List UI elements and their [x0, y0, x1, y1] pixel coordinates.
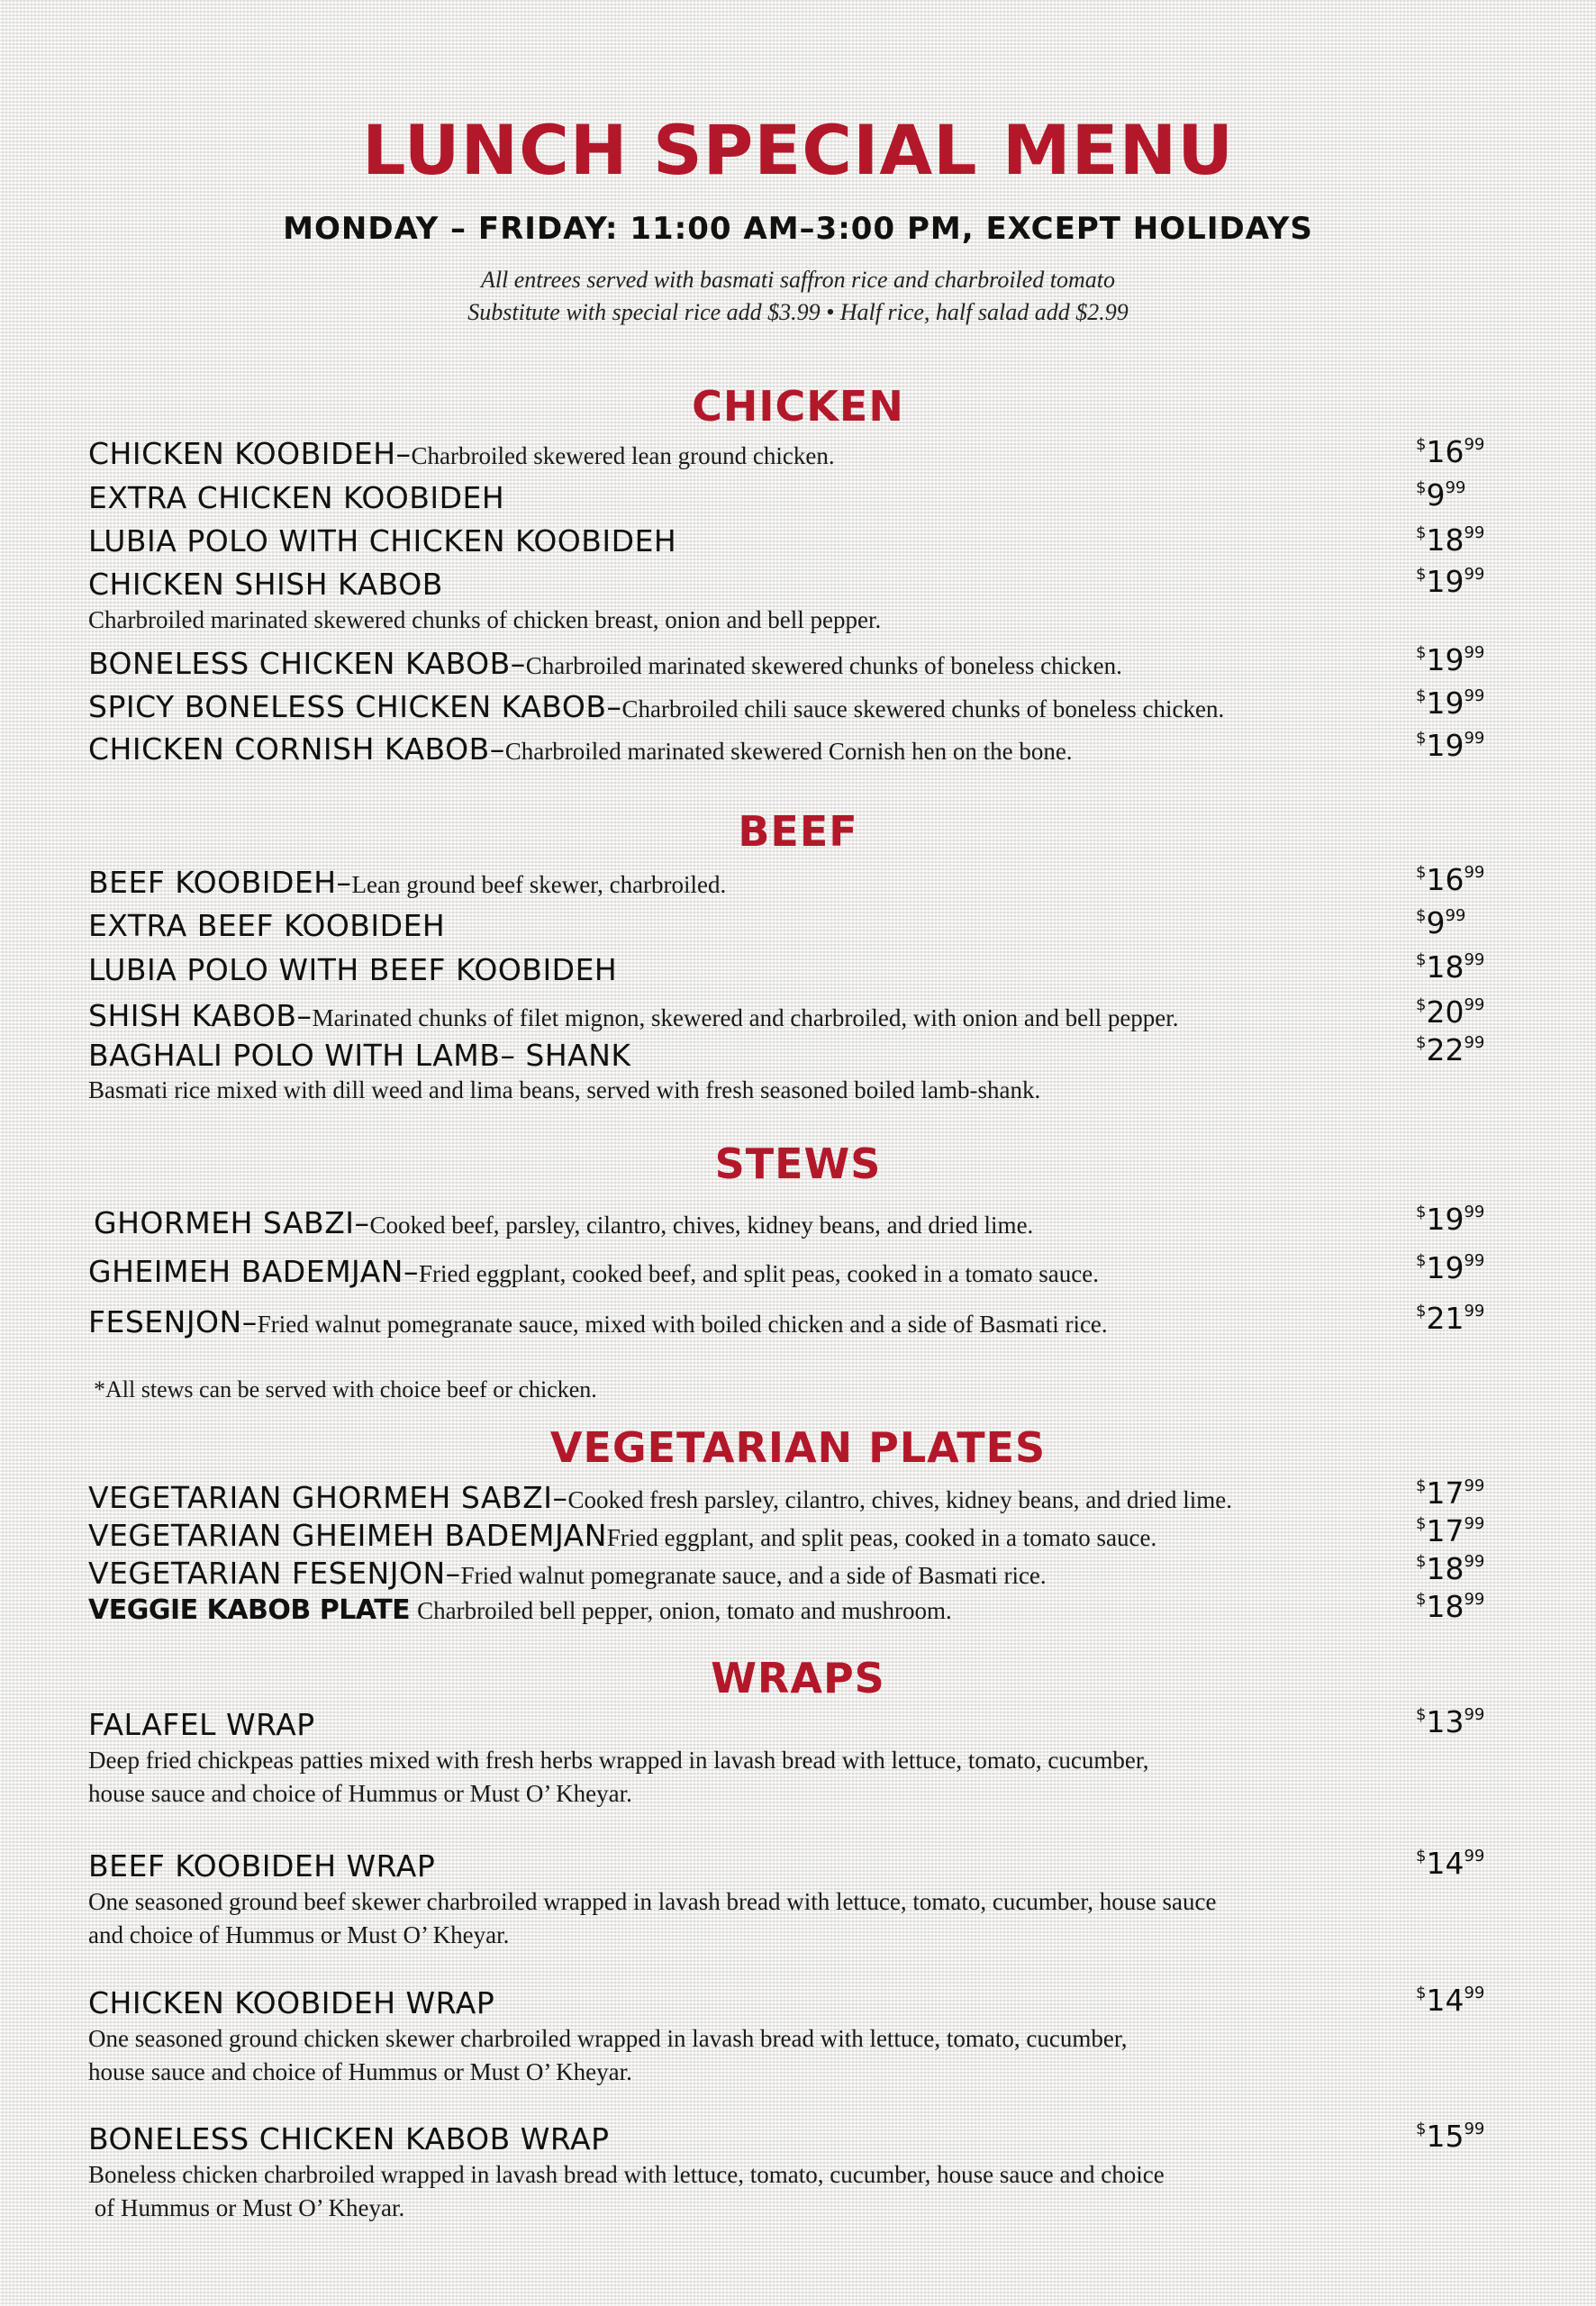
currency-symbol: $: [1416, 478, 1427, 497]
item-description: Fried walnut pomegranate sauce, and a side of Basmati rice.: [460, 1562, 1047, 1589]
item-price: [1416, 1846, 1524, 1881]
item-name: VEGETARIAN FESENJON–: [88, 1556, 461, 1591]
item-description: Cooked beef, parsley, cilantro, chives, kidney beans, and dried lime.: [369, 1212, 1034, 1239]
currency-symbol: $: [1416, 950, 1427, 969]
item-price: [1416, 522, 1524, 558]
item-price: [1416, 1589, 1524, 1624]
item-name: CHICKEN KOOBIDEH–: [88, 436, 412, 471]
menu-item: [88, 646, 1349, 681]
item-description: Charbroiled marinated skewered chunks of boneless chicken.: [525, 652, 1122, 679]
price-cents: 99: [1464, 1033, 1485, 1052]
price-cents: 99: [1445, 478, 1466, 497]
item-name: VEGETARIAN GHEIMEH BADEMJAN: [88, 1518, 607, 1553]
section-heading-wraps: WRAPS: [711, 1654, 885, 1702]
note-line-1: All entrees served with basmati saffron rice and charbroiled tomato: [480, 267, 1116, 293]
item-name: CHICKEN SHISH KABOB: [88, 567, 443, 602]
item-price: [1416, 564, 1524, 599]
description-line: Deep fried chickpeas patties mixed with fresh herbs wrapped in lavash bread with lettuce, tomato, cucumber,: [88, 1747, 1149, 1774]
price-dollars: 14: [1426, 1846, 1465, 1881]
currency-symbol: $: [1416, 995, 1427, 1014]
item-price: [1416, 1983, 1524, 2018]
currency-symbol: $: [1416, 565, 1427, 584]
item-price: [1416, 905, 1524, 940]
item-name: CHICKEN KOOBIDEH WRAP: [88, 1985, 495, 2020]
section-heading-vegetarian: VEGETARIAN PLATES: [549, 1423, 1047, 1472]
menu-item: [88, 567, 1349, 602]
price-dollars: 18: [1426, 522, 1465, 558]
price-cents: 99: [1445, 906, 1466, 925]
price-cents: 99: [1464, 686, 1485, 705]
item-name: BONELESS CHICKEN KABOB WRAP: [88, 2121, 610, 2156]
price-dollars: 9: [1426, 477, 1446, 513]
price-cents: 99: [1464, 435, 1485, 454]
description-line: Boneless chicken charbroiled wrapped in lavash bread with lettuce, tomato, cucumber, house sauce and choice: [88, 2161, 1165, 2188]
item-name: CHICKEN CORNISH KABOB–: [88, 731, 505, 767]
note-line-2: Substitute with special rice add $3.99 • Half rice, half salad add $2.99: [467, 299, 1129, 325]
menu-item: [88, 1038, 1349, 1073]
item-price: [1416, 1704, 1524, 1739]
menu-item: [94, 1205, 1355, 1240]
menu-item: [88, 952, 1349, 987]
item-name: EXTRA BEEF KOOBIDEH: [88, 908, 446, 943]
item-description: Fried eggplant, cooked beef, and split peas, cooked in a tomato sauce.: [418, 1260, 1099, 1287]
price-dollars: 22: [1426, 1032, 1465, 1067]
item-description: Charbroiled chili sauce skewered chunks of boneless chicken.: [621, 695, 1225, 722]
price-cents: 99: [1464, 1302, 1485, 1321]
price-cents: 99: [1464, 1590, 1485, 1609]
menu-item: [88, 523, 1349, 558]
price-cents: 99: [1464, 729, 1485, 748]
item-name: VEGGIE KABOB PLATE: [88, 1594, 411, 1626]
menu-item: [88, 1707, 1349, 1742]
price-cents: 99: [1464, 1203, 1485, 1221]
item-price: [1416, 642, 1524, 677]
item-name: SHISH KABOB–: [88, 998, 313, 1033]
price-cents: 99: [1464, 995, 1485, 1014]
price-cents: 99: [1464, 523, 1485, 542]
currency-symbol: $: [1416, 863, 1427, 882]
item-price: [1416, 1032, 1524, 1067]
item-price: [1416, 434, 1524, 469]
currency-symbol: $: [1416, 1590, 1427, 1609]
currency-symbol: $: [1416, 523, 1427, 542]
item-description: Basmati rice mixed with dill weed and lima beans, served with fresh seasoned boiled lamb-shank.: [88, 1076, 1041, 1103]
item-name: EXTRA CHICKEN KOOBIDEH: [88, 480, 505, 515]
currency-symbol: $: [1416, 1552, 1427, 1571]
section-heading-beef: BEEF: [738, 807, 858, 856]
currency-symbol: $: [1416, 2120, 1427, 2138]
currency-symbol: $: [1416, 1251, 1427, 1270]
menu-item: [88, 1556, 1349, 1591]
menu-item: [88, 1518, 1349, 1553]
menu-item: [88, 1254, 1349, 1289]
item-description: Charbroiled skewered lean ground chicken.: [411, 442, 835, 469]
item-name: GHEIMEH BADEMJAN–: [88, 1254, 419, 1289]
item-description: Charbroiled marinated skewered Cornish hen on the bone.: [504, 738, 1073, 765]
currency-symbol: $: [1416, 906, 1427, 925]
price-dollars: 19: [1426, 685, 1465, 721]
menu-item: [88, 689, 1349, 724]
item-price: [1416, 1250, 1524, 1285]
item-description: Lean ground beef skewer, charbroiled.: [351, 871, 727, 898]
currency-symbol: $: [1416, 1033, 1427, 1052]
item-name: BAGHALI POLO WITH LAMB– SHANK: [88, 1038, 631, 1073]
price-dollars: 17: [1426, 1475, 1465, 1511]
menu-item: [88, 2121, 1349, 2156]
page-title: LUNCH SPECIAL MENU: [362, 110, 1234, 190]
item-description: Fried walnut pomegranate sauce, mixed with boiled chicken and a side of Basmati rice.: [257, 1311, 1108, 1338]
price-cents: 99: [1464, 950, 1485, 969]
currency-symbol: $: [1416, 435, 1427, 454]
currency-symbol: $: [1416, 1476, 1427, 1495]
currency-symbol: $: [1416, 1984, 1427, 2002]
menu-item: [88, 998, 1349, 1033]
item-name: SPICY BONELESS CHICKEN KABOB–: [88, 689, 622, 724]
item-price: [1416, 477, 1524, 513]
description-line: house sauce and choice of Hummus or Must O’ Kheyar.: [88, 2058, 632, 2085]
currency-symbol: $: [1416, 1514, 1427, 1533]
price-dollars: 15: [1426, 2119, 1465, 2154]
item-description: Cooked fresh parsley, cilantro, chives, kidney beans, and dried lime.: [567, 1486, 1232, 1513]
currency-symbol: $: [1416, 1847, 1427, 1866]
price-cents: 99: [1464, 1705, 1485, 1724]
hours-banner: MONDAY – FRIDAY: 11:00 AM–3:00 PM, EXCEPT HOLIDAYS: [283, 211, 1313, 247]
item-price: [1416, 1475, 1524, 1511]
menu-item: [88, 480, 1349, 515]
item-name: LUBIA POLO WITH BEEF KOOBIDEH: [88, 952, 618, 987]
item-name: VEGETARIAN GHORMEH SABZI–: [88, 1480, 568, 1515]
currency-symbol: $: [1416, 1705, 1427, 1724]
item-name: GHORMEH SABZI–: [94, 1205, 370, 1240]
price-dollars: 18: [1426, 1589, 1465, 1624]
item-description: Marinated chunks of filet mignon, skewered and charbroiled, with onion and bell pepper.: [312, 1004, 1179, 1031]
item-name: BEEF KOOBIDEH WRAP: [88, 1848, 436, 1884]
price-cents: 99: [1464, 565, 1485, 584]
item-name: FALAFEL WRAP: [88, 1707, 315, 1742]
item-price: [1416, 862, 1524, 897]
price-dollars: 14: [1426, 1983, 1465, 2018]
price-dollars: 13: [1426, 1704, 1465, 1739]
item-description: [88, 2158, 1367, 2225]
price-dollars: 9: [1426, 905, 1446, 940]
price-cents: 99: [1464, 1251, 1485, 1270]
price-cents: 99: [1464, 1847, 1485, 1866]
item-price: [1416, 1513, 1524, 1548]
currency-symbol: $: [1416, 643, 1427, 662]
item-description: [88, 1885, 1367, 1952]
currency-symbol: $: [1416, 729, 1427, 748]
menu-item: [88, 1594, 1349, 1626]
item-price: [1416, 994, 1524, 1030]
price-dollars: 19: [1426, 1202, 1465, 1237]
price-dollars: 16: [1426, 862, 1465, 897]
price-dollars: 19: [1426, 564, 1465, 599]
menu-item: [88, 865, 1349, 900]
menu-item: [88, 1304, 1349, 1339]
item-description: Fried eggplant, and split peas, cooked in a tomato sauce.: [606, 1524, 1157, 1551]
price-cents: 99: [1464, 1552, 1485, 1571]
item-description: Charbroiled marinated skewered chunks of chicken breast, onion and bell pepper.: [88, 606, 882, 633]
menu-item: [88, 1480, 1349, 1515]
item-price: [1416, 949, 1524, 985]
price-dollars: 17: [1426, 1513, 1465, 1548]
item-price: [1416, 685, 1524, 721]
price-dollars: 20: [1426, 994, 1465, 1030]
price-dollars: 18: [1426, 949, 1465, 985]
item-price: [1416, 1202, 1524, 1237]
item-price: [1416, 728, 1524, 763]
section-heading-chicken: CHICKEN: [692, 382, 904, 431]
currency-symbol: $: [1416, 686, 1427, 705]
price-cents: 99: [1464, 1514, 1485, 1533]
item-description: [88, 2022, 1367, 2089]
currency-symbol: $: [1416, 1203, 1427, 1221]
item-name: BEEF KOOBIDEH–: [88, 865, 352, 900]
price-dollars: 19: [1426, 728, 1465, 763]
price-dollars: 16: [1426, 434, 1465, 469]
stews-footnote: *All stews can be served with choice beef or chicken.: [94, 1376, 597, 1403]
price-dollars: 21: [1426, 1301, 1465, 1336]
description-line: and choice of Hummus or Must O’ Kheyar.: [88, 1921, 510, 1948]
description-line: house sauce and choice of Hummus or Must O’ Kheyar.: [88, 1780, 632, 1807]
price-dollars: 19: [1426, 642, 1465, 677]
description-line: of Hummus or Must O’ Kheyar.: [88, 2194, 405, 2221]
section-heading-stews: STEWS: [714, 1139, 882, 1188]
description-line: One seasoned ground beef skewer charbroiled wrapped in lavash bread with lettuce, tomato, cucumber, house sauce: [88, 1888, 1217, 1915]
menu-item: [88, 1985, 1349, 2020]
item-name: BONELESS CHICKEN KABOB–: [88, 646, 526, 681]
item-description: [88, 1744, 1367, 1811]
menu-item: [88, 908, 1349, 943]
item-name: LUBIA POLO WITH CHICKEN KOOBIDEH: [88, 523, 677, 558]
price-cents: 99: [1464, 863, 1485, 882]
price-dollars: 19: [1426, 1250, 1465, 1285]
menu-item: [88, 436, 1349, 471]
price-cents: 99: [1464, 643, 1485, 662]
currency-symbol: $: [1416, 1302, 1427, 1321]
item-price: [1416, 1551, 1524, 1586]
price-dollars: 18: [1426, 1551, 1465, 1586]
menu-item: [88, 731, 1349, 767]
price-cents: 99: [1464, 1476, 1485, 1495]
menu-item: [88, 1848, 1349, 1884]
price-cents: 99: [1464, 2120, 1485, 2138]
price-cents: 99: [1464, 1984, 1485, 2002]
item-description: Charbroiled bell pepper, onion, tomato and mushroom.: [417, 1597, 952, 1624]
item-name: FESENJON–: [88, 1304, 258, 1339]
item-price: [1416, 2119, 1524, 2154]
item-price: [1416, 1301, 1524, 1336]
description-line: One seasoned ground chicken skewer charbroiled wrapped in lavash bread with lettuce, tomato, cucumber,: [88, 2025, 1128, 2052]
